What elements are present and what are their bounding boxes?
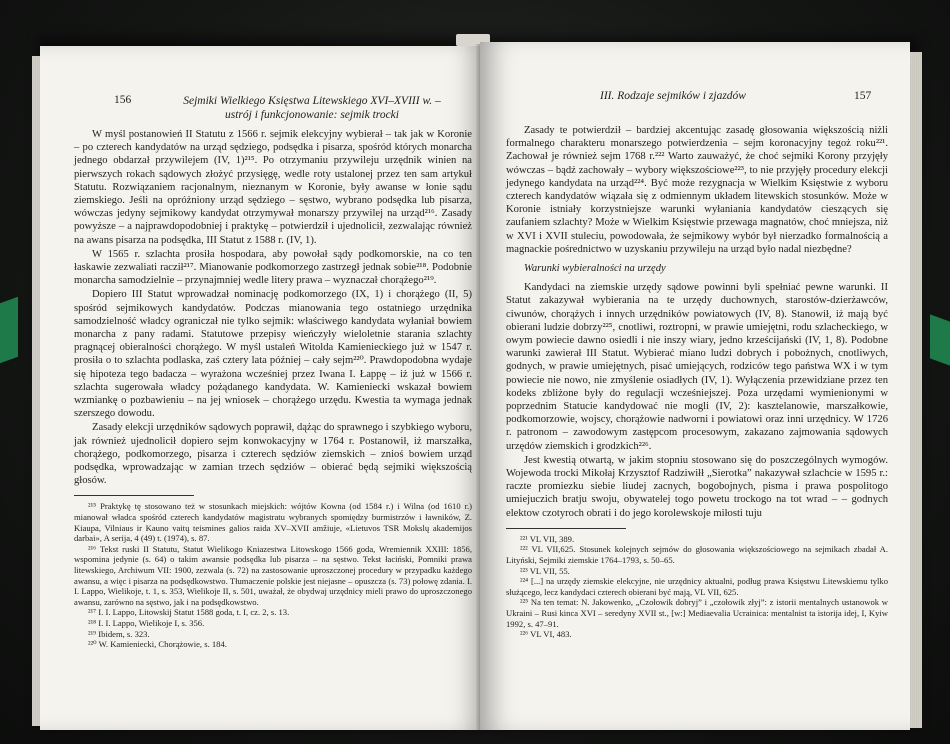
right-page (480, 42, 910, 730)
footnote: ²²⁶ VL VI, 483. (520, 629, 572, 640)
section-heading: Warunki wybieralności na urzędy (524, 263, 666, 275)
footnote: ²¹⁶ Tekst ruski II Statutu, Statut Wielikogo Kniazestwa Litowskogo 1566 goda, Wremiennik XXIII: 1856, wspomina jedynie (s. 64) o takim awansie podsędka lub pisarza – na sęstwo. Tekst łaciński, Pomniki prawa litewskiego, Archiwum VII: 1900, zezwala (s. 72) na zastosowanie uproszczonej procedury w przypadku każdego awansu, a więc i pisarza na podsędkowstwo. Tłumaczenie polskie jest niejasne – opuszcza (s. 73) połowę zdania. I. I. Lappo, Wielikoje, t. 1, s. 353, Wielikoje II, s. 501, uważał, że obydwaj urzędnicy mieli prawo do uproszczonego awansu, zarówno na sęstwo, jak i na podsędkowstwo. (74, 543, 472, 607)
page-edges-right (908, 52, 922, 728)
footnote: ²²¹ VL VII, 389. (520, 533, 575, 544)
green-ribbon-right (930, 314, 950, 365)
paragraph: W 1565 r. szlachta prosiła hospodara, aby powołał sądy podkomorskie, na co ten łaskawie zezwaliati racził²¹⁷. Mianowanie podkomorzego zastrzegł jednak sobie²¹⁸. Podobnie monarcha samodzielnie – przynajmniej wedle litery prawa – wyznaczał chorążego²¹⁹. (74, 248, 472, 287)
paragraph: Zasady te potwierdził – bardziej akcentując zasadę głosowania większością niżli formalnego charakteru monarszego potwierdzenia – sejm koronacyjny tegoż roku²²¹. Zachował je również sejm 1768 r.²²² Warto zauważyć, że choć sejmiki Korony przyjęły wówczas – bądź zachowały – wybory większościowe²²³, to nie przyjęły procedury elekcji jedynego kandydata na urząd²²⁴. Być może rezygnacja w Wielkim Księstwie z wyboru czterech kandydatów wiązała się z odmiennym układem litewskich stosunków. Może w Koronie istniały korzystniejsze warunki wyłaniania kandydatów cieszących się zaufaniem szlachty? Może w Wielkim Księstwie przewaga magnatów, choć mniejsza, niż w XVI i XVII stuleciu, powodowała, że sejmikowy wybór był nierzadko formalnością a magnackie pośrednictwo w uzyskaniu przywileju na urząd było nadal niezbędne? (506, 125, 888, 255)
footnote: ²²² VL VII,625. Stosunek kolejnych sejmów do głosowania większościowego na sejmikach zbadał A. Lityński, Sejmiki ziemskie 1764–1793, s. 50–65. (506, 544, 888, 566)
left-page (40, 46, 483, 730)
footnote-rule (506, 528, 626, 529)
footnote: ²²³ VL VII, 55. (520, 565, 570, 576)
footnote: ²¹⁵ Praktykę tę stosowano też w stosunkach miejskich: wójtów Kowna (od 1584 r.) i Wilna (od 1610 r.) mianował władca spośród czterech kandydatów magistratu wybranych spomiędzy burmistrzów i ławników, Z. Kiaupa, Vilniaus ir Kauno vaitų teismines galios raida XV–XVII amžiuje, «Lietuvos TSR Mokslų akademijos darbai», A serija, 4 (49) t. (1974), s. 87. (74, 501, 472, 544)
footnote-rule (74, 495, 194, 496)
green-ribbon-left (0, 297, 18, 364)
paragraph: Jest kwestią otwartą, w jakim stopniu stosowano się do poszczególnych wymogów. Wojewoda trocki Mikołaj Krzysztof Radziwiłł „Sierotka” nakazywał szlachcie w 1595 r.: raczte promiezku siebie liudej zacnych, bogobojnych, pisma i prawa pospolitogo umiejuczich bratju swoju, obywatelej togo powetu trockogo na tot wrad – – godnych elektow czotyroch obrati i do jego korolewskoje miłosti tuju (506, 454, 888, 519)
paragraph: Zasady elekcji urzędników sądowych poprawił, dążąc do sprawnego i szybkiego wyboru, jak również ujednolicił dopiero sejm konwokacyjny w 1764 r. Postanowił, iż marszałka, chorążego, podkomorzego, pisarza i czterech sędziów ziemskich – znioś bowiem urząd podsędka, wprowadzając w zamian trzech sędziów – obierać będą sejmiki większością głosów. (74, 422, 472, 487)
footnote: ²²⁵ Na ten temat: N. Jakowenko, „Czołowik dobryj” i „czołowik złyj”: z istorii mentalnych ustanowok w Ukraini – Rusi kinca XVI – seredyny XVII st., [w:] Mediaevalia Ucrainica: mentalnist ta istorija idej, I, Kyiw 1992, s. 47–91. (506, 597, 888, 629)
page-number-right: 157 (854, 90, 872, 102)
footnote: ²¹⁸ I. I. Lappo, Wielikoje I, s. 356. (88, 618, 205, 629)
paragraph: W myśl postanowień II Statutu z 1566 r. sejmik elekcyjny wybierał – tak jak w Koronie – po czterech kandydatów na urząd sędziego, podsędka i pisarza, spośród których monarcha jednego obdarzał przywilejem (IV, 1)²¹⁵. Po otrzymaniu przywileju urzędnik winien na pierwszych rokach sądowych złożyć przysięgę, wedle roty ustalonej przez ten sam artykuł Statutu. Rozwiązaniem racjonalnym, nieznanym w Koronie, były awanse w łonie sądu ziemskiego. Jeśli na opróżniony urząd sędziego – sęstwo, wybrano podsędka lub pisarza, wówczas jedyny sejmikowy kandydat otrzymywał monarszy przywilej na urząd²¹⁶. Zasady powyższe – a najprawdopodobniej i praktykę – potwierdził i ujednolicił, zezwalając również na awans pisarza na podsędka, III Statut z 1588 r. (IV, 1). (74, 129, 472, 246)
footnote: ²²⁴ [...] na urzędy ziemskie elekcyjne, nie urzędnicy aktualni, podług prawa Księstwu Litewskiemu tylko służącego, lecz kandydaci czterech obierani być mają, VL VII, 625. (506, 576, 888, 597)
paragraph: Kandydaci na ziemskie urzędy sądowe powinni byli spełniać pewne warunki. II Statut zakazywał wybierania na te urzędy duchownych, starostów-dzierżawców, ciwunów, chorążych i innych urzędników powiatowych (IV, 8). Stanowił, iż mają być obierani ludzie dobrzy²²⁵, cnotliwi, roztropni, w prawie umiejętni, rodu szlacheckiego, w owym powiecie dawno osiedli i nie inszy wiary, jedno krześcijański (IV, 1, 8). Podobne warunki zawierał III Statut. Wybierać miano ludzi dobrych i pobożnych, cnotliwych, godnych, w prawie umiejętnych, pisać umiejących, rodziców tego państwa WX i w tym powiecie nie nowo, nie zmyślenie osiadłych (IV, 1). Wyłączenia przewidziane przez ten kodeks zbliżone były do regulacji wcześniejszej. Poza urzędami wymienionymi w poprzednim Statucie kandydować nie mogli (IV, 2): kasztelanowie, marszałkowie, podkomorzowie, wojscy, chorążowie nadworni i powiatowi oraz inni urzędnicy. W 1726 r. patronom – zawodowym zastępcom procesowym, zakazano zajmowania sądowych urzędów ziemskich i grodzkich²²⁶. (506, 282, 888, 452)
left-page-body (74, 128, 472, 650)
right-page-body (506, 124, 888, 640)
footnote: ²¹⁷ I. I. Lappo, Litowskij Statut 1588 goda, t. I, cz. 2, s. 13. (88, 607, 290, 618)
running-head-left: Sejmiki Wielkiego Księstwa Litewskiego XVI–XVIII w. – ustrój i funkcjonowanie: sejmik trocki (183, 95, 441, 121)
footnote: ²²⁰ W. Kamieniecki, Chorążowie, s. 184. (88, 639, 227, 650)
page-number-left: 156 (114, 94, 132, 106)
paragraph: Dopiero III Statut wprowadzał nominację podkomorzego (IX, 1) i chorążego (II, 5) spośród sejmikowych kandydatów. Podczas mianowania tego ostatniego urzędnika samodzielność władcy ograniczał nie tylko sejmik: właściwego kandydata wyłaniał bowiem monarcha z pany radami. Statutowe przepisy wieńczyły wieloletnie starania szlachty pragnącej obieralności chorążego. W myśl ustaleń Witolda Kamienieckiego już w 1547 r. prosiła o to szlachta podlaska, zaś cztery lata później – cały sejm²²⁰. Prawdopodobna wydaje się hipoteza tego badacza – wyrażona wcześniej przez Iwana I. Łappę – iż już w 1566 r. szlachta sugerowała władcy pożądanego kandydata. W. Kamieniecki wskazał bowiem wzmiankę o pozbawieniu – na jej wniosek – chorążego urzędu. Kwestia ta wymaga jednak szerszego dowodu. (74, 289, 472, 420)
running-head-right: III. Rodzaje sejmików i zjazdów (600, 90, 746, 102)
footnote: ²¹⁹ Ibidem, s. 323. (88, 628, 150, 639)
